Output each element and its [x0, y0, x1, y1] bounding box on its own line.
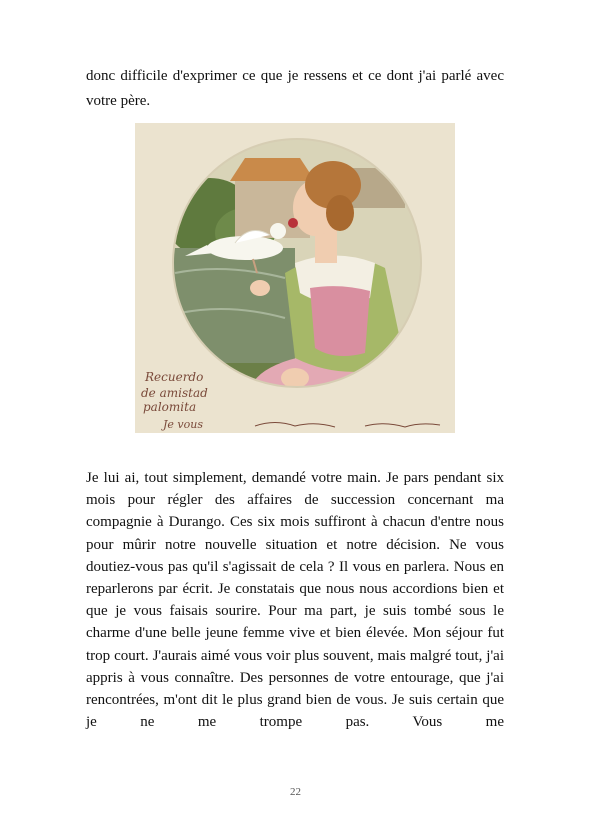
- handwriting-line-4: Je vous: [163, 418, 203, 431]
- hair-back: [326, 195, 354, 231]
- dove-head: [270, 223, 286, 239]
- handwriting-line-2: de amistad: [141, 386, 208, 400]
- left-hand: [250, 280, 270, 296]
- vintage-postcard-illustration: [135, 123, 455, 433]
- rose: [288, 218, 298, 228]
- paragraph-main: Je lui ai, tout simplement, demandé votre main. Je pars pendant six mois pour régler des affaires de succession concernant ma compagnie à Durango. Ces six mois suffiront à chacun d'entre nous pour mûrir notre nouvelle situation et notre décision. Ne vous doutiez-vous pas qu'il s'agissait de cela ? Il vous en parlera. Nous en reparlerons par écrit. Je constatais que nous nous accordions bien et que je vous faisais sourire. Pour ma part, je suis tombé sous le charme d'une belle jeune femme vive et bien élevée. Mon séjour fut trop court. J'aurais aimé vous voir plus souvent, mais malgré tout, j'ai appris à vous connaître. Des personnes de votre entourage, que j'ai rencontrées, m'ont dit le plus grand bien de vous. Je suis certain que je ne me trompe pas. Vous me: [86, 470, 504, 731]
- page-number: 22: [290, 786, 301, 798]
- right-hand: [281, 368, 309, 388]
- pink-corset: [310, 286, 370, 356]
- handwriting-line-1: Recuerdo: [145, 370, 204, 384]
- handwriting-line-3: palomita: [143, 400, 197, 414]
- paragraph-top: donc difficile d'exprimer ce que je ressens et ce dont j'ai parlé avec votre père.: [86, 68, 504, 109]
- postcard-image: [135, 123, 455, 433]
